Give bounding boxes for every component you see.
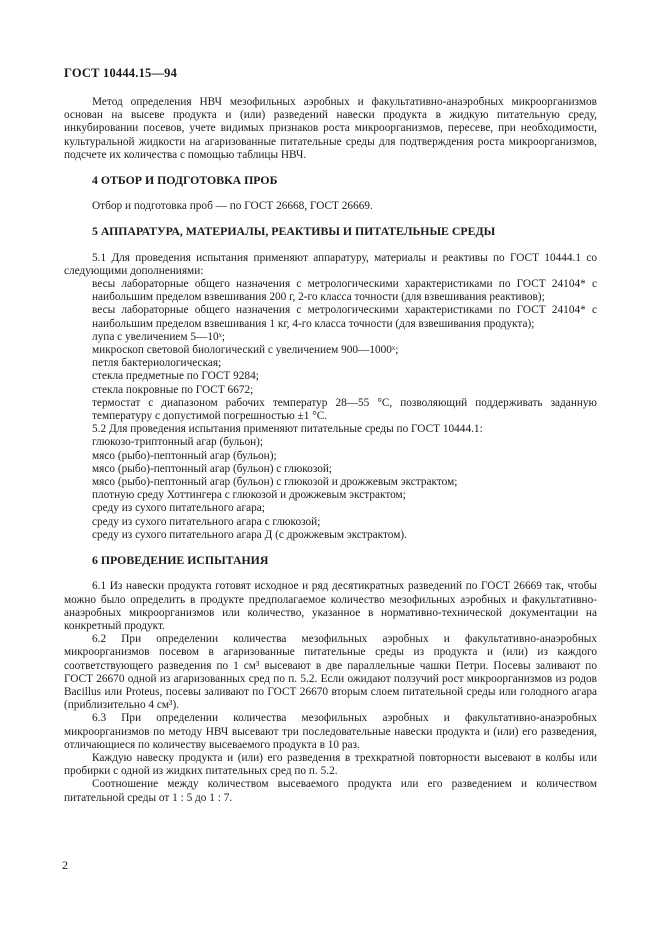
- equipment-item: термостат с диапазоном рабочих температур 28—55 °С, позволяющий поддерживать заданную температуру с допустимой погрешностью ±1 °С.: [92, 396, 597, 423]
- equipment-item: лупа с увеличением 5—10ˣ;: [92, 330, 226, 343]
- section-5-heading: 5 АППАРАТУРА, МАТЕРИАЛЫ, РЕАКТИВЫ И ПИТАТЕЛЬНЫЕ СРЕДЫ: [92, 224, 496, 239]
- medium-item: мясо (рыбо)-пептонный агар (бульон);: [92, 449, 277, 462]
- medium-item: глюкозо-триптонный агар (бульон);: [92, 436, 264, 449]
- document-body: [64, 96, 597, 805]
- equipment-item: петля бактериологическая;: [92, 357, 222, 370]
- clause-5-1: 5.1 Для проведения испытания применяют аппаратуру, материалы и реактивы по ГОСТ 10444.1 со следующими дополнениями:: [64, 251, 597, 277]
- intro-paragraph: Метод определения НВЧ мезофильных аэробных и факультативно-анаэробных микроорганизмов основан на высеве продукта и (или) разведений навески продукта в жидкую питательную среду, инкубировании посевов, учете видимых признаков роста микроорганизмов, пересеве, при необходимости, культуральной жидкости на агаризованные питательные среды для подтверждения роста микроорганизмов, подсчете их количества с помощью таблицы НВЧ.: [64, 96, 597, 161]
- section-4-text: Отбор и подготовка проб — по ГОСТ 26668, ГОСТ 26669.: [92, 200, 373, 213]
- clause-6-2: 6.2 При определении количества мезофильных аэробных и факультативно-анаэробных микроорганизмов посевом в агаризованные питательные среды из продукта и (или) из каждого соответствующего разведения по 1 см³ высевают в две параллельные чашки Петри. Посевы заливают по ГОСТ 26670 одной из агаризованных сред по п. 5.2. Если ожидают ползучий рост микроорганизмов из родов Bacillus или Proteus, посевы заливают по ГОСТ 26670 вторым слоем питательной среды или голодного агара (приблизительно 4 см³).: [64, 633, 597, 712]
- clause-6-3: 6.3 При определении количества мезофильных аэробных и факультативно-анаэробных микроорганизмов по методу НВЧ высевают три последовательные навески продукта и (или) его разведения, отличающиеся по количеству высеваемого продукта в 10 раз.: [64, 712, 597, 751]
- medium-item: плотную среду Хоттингера с глюкозой и дрожжевым экстрактом;: [92, 489, 406, 502]
- equipment-item: стекла предметные по ГОСТ 9284;: [92, 370, 259, 383]
- page-number: 2: [62, 858, 68, 872]
- section-6-heading: 6 ПРОВЕДЕНИЕ ИСПЫТАНИЯ: [92, 553, 269, 568]
- section-4-heading: 4 ОТБОР И ПОДГОТОВКА ПРОБ: [92, 173, 278, 188]
- equipment-item: микроскоп световой биологический с увеличением 900—1000ˣ;: [92, 344, 399, 357]
- medium-item: среду из сухого питательного агара;: [92, 502, 265, 515]
- document-header: ГОСТ 10444.15—94: [64, 66, 178, 80]
- clause-6-1: 6.1 Из навески продукта готовят исходное и ряд десятикратных разведений по ГОСТ 26669 так, чтобы можно было определить в продукте предполагаемое количество мезофильных аэробных и факультативно-анаэробных микроорганизмов или количество, указанное в нормативно-технической документации на конкретный продукт.: [64, 580, 597, 632]
- medium-item: среду из сухого питательного агара с глюкозой;: [92, 515, 321, 528]
- clause-5-2: 5.2 Для проведения испытания применяют питательные среды по ГОСТ 10444.1:: [92, 423, 483, 436]
- clause-6-3-ratio: Соотношение между количеством высеваемого продукта или его разведением и количеством питательной среды от 1 : 5 до 1 : 7.: [64, 778, 597, 804]
- equipment-item: весы лабораторные общего назначения с метрологическими характеристиками по ГОСТ 24104* с наибольшим пределом взвешивания 200 г, 2-го класса точности (для взвешивания реактивов);: [92, 278, 597, 304]
- equipment-item: весы лабораторные общего назначения с метрологическими характеристиками по ГОСТ 24104* с наибольшим пределом взвешивания 1 кг, 4-го класса точности (для взвешивания продукта);: [92, 304, 597, 330]
- medium-item: мясо (рыбо)-пептонный агар (бульон) с глюкозой и дрожжевым экстрактом;: [92, 476, 458, 489]
- medium-item: мясо (рыбо)-пептонный агар (бульон) с глюкозой;: [92, 462, 333, 475]
- clause-6-3-cont: Каждую навеску продукта и (или) его разведения в трехкратной повторности высевают в колбы или пробирки с одной из жидких питательных сред по п. 5.2.: [64, 751, 597, 778]
- equipment-item: стекла покровные по ГОСТ 6672;: [92, 383, 254, 396]
- medium-item: среду из сухого питательного агара Д (с дрожжевым экстрактом).: [92, 528, 407, 541]
